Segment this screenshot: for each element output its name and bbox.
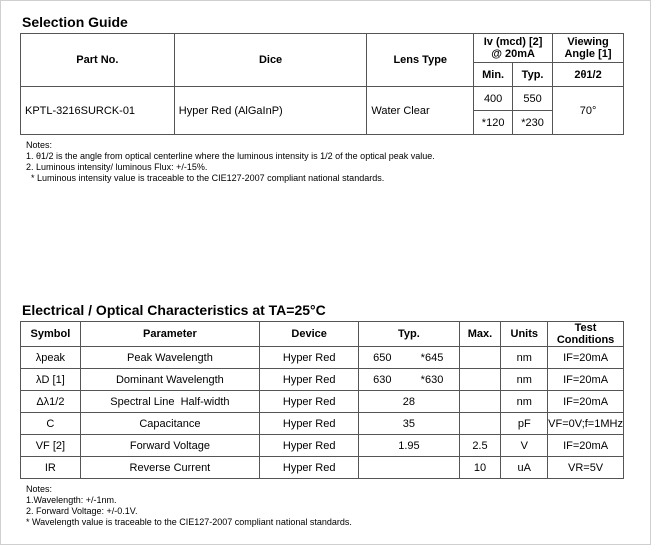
header-device: Device bbox=[260, 322, 359, 347]
cell-parameter: Forward Voltage bbox=[80, 435, 259, 457]
table-row bbox=[21, 413, 624, 435]
electrical-note: Notes: bbox=[26, 484, 53, 494]
electrical-note: 2. Forward Voltage: +/-0.1V. bbox=[26, 506, 138, 516]
cell-device: Hyper Red bbox=[260, 457, 359, 479]
cell-device: Hyper Red bbox=[260, 369, 359, 391]
header-parameter: Parameter bbox=[80, 322, 259, 347]
cell-dice: Hyper Red (AlGaInP) bbox=[174, 87, 367, 135]
cell-symbol: C bbox=[21, 413, 81, 435]
cell-condition: IF=20mA bbox=[548, 391, 624, 413]
cell-condition: VF=0V;f=1MHz bbox=[548, 413, 624, 435]
cell-typ: 1.95 bbox=[359, 435, 459, 457]
cell-parameter: Peak Wavelength bbox=[80, 347, 259, 369]
cell-angle: 70° bbox=[553, 87, 624, 135]
header-lens-type: Lens Type bbox=[367, 34, 474, 87]
header-va-line2: Angle [1] bbox=[564, 48, 612, 60]
cell-max bbox=[459, 347, 501, 369]
cell-condition: IF=20mA bbox=[548, 435, 624, 457]
header-two-theta: 2θ1/2 bbox=[553, 63, 624, 87]
cell-symbol: VF [2] bbox=[21, 435, 81, 457]
cell-units: nm bbox=[501, 369, 548, 391]
cell-max bbox=[459, 369, 501, 391]
cell-units: V bbox=[501, 435, 548, 457]
table-row bbox=[21, 347, 624, 369]
cell-lens-type: Water Clear bbox=[367, 87, 474, 135]
cell-units: uA bbox=[501, 457, 548, 479]
cell-typ: 35 bbox=[359, 413, 459, 435]
header-iv bbox=[474, 34, 553, 63]
header-test-conditions: Test Conditions bbox=[548, 322, 624, 347]
selection-note: 2. Luminous intensity/ luminous Flux: +/-15%. bbox=[26, 162, 208, 172]
electrical-note: * Wavelength value is traceable to the CIE127-2007 compliant national standards. bbox=[26, 517, 352, 527]
cell-units: nm bbox=[501, 347, 548, 369]
cell-parameter: Spectral Line Half-width bbox=[80, 391, 259, 413]
cell-typ-a: 630 bbox=[359, 369, 406, 391]
cell-max: 2.5 bbox=[459, 435, 501, 457]
cell-device: Hyper Red bbox=[260, 391, 359, 413]
cell-parameter: Reverse Current bbox=[80, 457, 259, 479]
cell-device: Hyper Red bbox=[260, 435, 359, 457]
electrical-title: Electrical / Optical Characteristics at TA=25°C bbox=[22, 302, 326, 318]
header-dice: Dice bbox=[174, 34, 367, 87]
cell-typ-a: 650 bbox=[359, 347, 406, 369]
cell-units: nm bbox=[501, 391, 548, 413]
cell-typ: 28 bbox=[359, 391, 459, 413]
cell-min-1: 400 bbox=[474, 87, 513, 111]
cell-min-2: *120 bbox=[474, 111, 513, 135]
table-row bbox=[21, 369, 624, 391]
selection-note: Notes: bbox=[26, 140, 53, 150]
header-units: Units bbox=[501, 322, 548, 347]
electrical-note: 1.Wavelength: +/-1nm. bbox=[26, 495, 117, 505]
cell-units: pF bbox=[501, 413, 548, 435]
table-row bbox=[21, 391, 624, 413]
cell-symbol: Δλ1/2 bbox=[21, 391, 81, 413]
selection-notes bbox=[26, 140, 435, 184]
selection-guide-title: Selection Guide bbox=[22, 14, 128, 30]
table-row bbox=[21, 457, 624, 479]
cell-typ-1: 550 bbox=[513, 87, 553, 111]
cell-max: 10 bbox=[459, 457, 501, 479]
header-min: Min. bbox=[474, 63, 513, 87]
header-iv-line1: Iv (mcd) [2] bbox=[483, 36, 543, 48]
cell-typ-b: *645 bbox=[405, 347, 459, 369]
header-viewing-angle bbox=[553, 34, 624, 63]
header-typ: Typ. bbox=[513, 63, 553, 87]
cell-typ bbox=[359, 457, 459, 479]
cell-condition: VR=5V bbox=[548, 457, 624, 479]
table-row bbox=[21, 435, 624, 457]
cell-device: Hyper Red bbox=[260, 413, 359, 435]
electrical-notes bbox=[26, 484, 352, 528]
header-va-line1: Viewing bbox=[567, 36, 609, 48]
cell-symbol: IR bbox=[21, 457, 81, 479]
cell-parameter: Capacitance bbox=[80, 413, 259, 435]
selection-guide-table bbox=[20, 33, 624, 135]
cell-symbol: λD [1] bbox=[21, 369, 81, 391]
cell-part-no: KPTL-3216SURCK-01 bbox=[21, 87, 175, 135]
cell-typ-b: *630 bbox=[405, 369, 459, 391]
header-max: Max. bbox=[459, 322, 501, 347]
cell-max bbox=[459, 391, 501, 413]
cell-parameter: Dominant Wavelength bbox=[80, 369, 259, 391]
selection-note: 1. θ1/2 is the angle from optical centerline where the luminous intensity is 1/2 of the optical peak value. bbox=[26, 151, 435, 161]
cell-device: Hyper Red bbox=[260, 347, 359, 369]
header-typ: Typ. bbox=[359, 322, 459, 347]
electrical-table bbox=[20, 321, 624, 479]
header-symbol: Symbol bbox=[21, 322, 81, 347]
cell-symbol: λpeak bbox=[21, 347, 81, 369]
cell-condition: IF=20mA bbox=[548, 369, 624, 391]
cell-condition: IF=20mA bbox=[548, 347, 624, 369]
header-iv-line2: @ 20mA bbox=[491, 48, 535, 60]
selection-note: * Luminous intensity value is traceable to the CIE127-2007 compliant national standards. bbox=[26, 173, 385, 183]
cell-max bbox=[459, 413, 501, 435]
cell-typ-2: *230 bbox=[513, 111, 553, 135]
header-part-no: Part No. bbox=[21, 34, 175, 87]
